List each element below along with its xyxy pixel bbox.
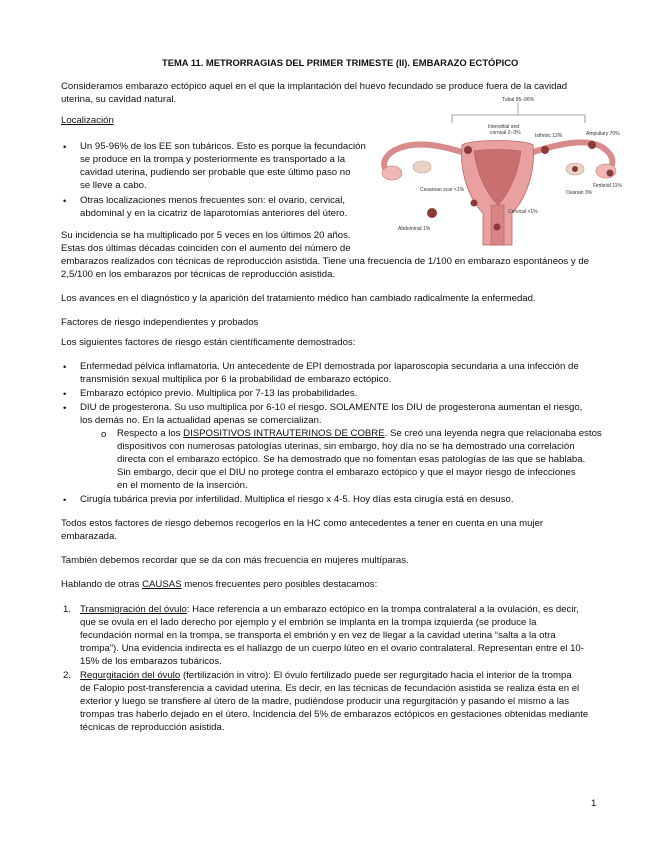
sub-bullet-icon: o — [101, 429, 107, 440]
sub-bullet-link: DISPOSITIVOS INTRAUTERINOS DE COBRE — [183, 428, 385, 439]
causas-pre: Hablando de otras — [61, 579, 143, 590]
risk-bullet-line: transmisión sexual multiplica por 6 la probabilidad de embarazo ectópico. — [80, 374, 392, 385]
risk-bullet-last: Cirugía tubárica previa por infertilidad. Multiplica el riesgo x 4-5. Hoy días esta cirugía está en desuso. — [80, 494, 514, 505]
numbered-item-1-first — [80, 603, 579, 616]
causas-post: menos frecuentes pero posibles destacamos: — [181, 579, 378, 590]
implant-ovarian — [572, 166, 578, 172]
label-cervical: Cervical <1% — [508, 209, 538, 215]
numbered-item-2-text: (fertilización in vitro): El óvulo fertilizado puede ser regurgitado hacia el interior de la trompa — [180, 670, 572, 681]
label-isthmic: Isthmic 12% — [535, 133, 563, 139]
list-number: 1. — [63, 604, 72, 615]
loc-bullet-1-line: se lleve a cabo. — [80, 180, 147, 191]
implant-ampullary — [588, 141, 596, 149]
implant-cesarean — [471, 200, 478, 207]
bullet-icon: • — [63, 389, 67, 400]
numbered-item-1-head: Transmigración del óvulo — [80, 604, 187, 615]
risk-bullet-line: Embarazo ectópico previo. Multiplica por 7-13 las probabilidades. — [80, 388, 358, 399]
label-ovarian: Ovarian 3% — [566, 190, 593, 196]
numbered-item-2-head: Regurgitación del óvulo — [80, 670, 181, 681]
left-ovary — [413, 161, 431, 173]
loc-bullet-1-line: Un 95-96% de los EE son tubáricos. Esto es porque la fecundación — [80, 141, 366, 152]
incidence-line: Estas dos últimas décadas coinciden con el aumento del número de — [61, 243, 351, 254]
risk-bullet-line: Enfermedad pélvica inflamatoria. Un antecedente de EPI demostrada por laparoscopia secundaria a una infección de — [80, 361, 579, 372]
sub-bullet-first-line — [117, 427, 602, 440]
numbered-item-2-first — [80, 669, 572, 682]
bullet-icon: • — [63, 196, 67, 207]
bullet-icon: • — [63, 362, 67, 373]
bracket-line — [452, 115, 585, 123]
list-number: 2. — [63, 670, 72, 681]
label-tubal: Tubal 95–96% — [502, 97, 535, 103]
sub-bullet-line: directa con el embarazo ectópico. Se ha demostrado que no fomentan esas patologías de las que se hablaba. — [117, 454, 586, 465]
incidence-line: 2,5/100 en los embarazos por técnicas de reproducción asistida. — [61, 269, 336, 280]
implant-cervical — [494, 224, 501, 231]
numbered-item-1-line: 15% de los embarazos tubáricos. — [80, 656, 222, 667]
label-interstitial: Interstitial and — [488, 124, 520, 130]
ectopic-locations-figure — [370, 95, 625, 255]
implant-isthmic — [541, 146, 549, 154]
section-heading-factores: Factores de riesgo independientes y probados — [61, 317, 259, 328]
implant-interstitial — [464, 146, 472, 154]
multiparas-text: También debemos recordar que se da con más frecuencia en mujeres multíparas. — [61, 555, 409, 566]
loc-bullet-2-line: Otras localizaciones menos frecuentes son: el ovario, cervical, — [80, 195, 346, 206]
right-fimbria — [596, 164, 616, 178]
sub-bullet-pre: Respecto a los — [117, 428, 184, 439]
loc-bullet-1-line: cavidad uterina, pudiendo ser probable que este último paso no — [80, 167, 351, 178]
risk-bullet-line: DIU de progesterona. Su uso multiplica por 6-10 el riesgo. SOLAMENTE los DIU de progesterona aumentan el riesgo, — [80, 402, 583, 413]
bullet-icon: • — [63, 403, 67, 414]
risk-bullet-line: los demás no. En la actualidad apenas se comercializan. — [80, 415, 322, 426]
numbered-item-2-line: de Falopio post-transferencia a cavidad uterina. Es decir, en las técnicas de fecundación asistida se realiza ésta en el — [80, 683, 580, 694]
bullet-icon: • — [63, 495, 67, 506]
factores-intro: Los siguientes factores de riesgo están científicamente demostrados: — [61, 337, 356, 348]
antecedentes-line: embarazada. — [61, 531, 117, 542]
intro-line-1: Consideramos embarazo ectópico aquel en el que la implantación del huevo fecundado se produce fuera de la cavidad — [61, 81, 568, 92]
antecedentes-line: Todos estos factores de riesgo debemos recogerlos en la HC como antecedentes a tener en cuenta en una mujer — [61, 518, 544, 529]
numbered-item-1-line: fecundación normal en la trompa, se transporta el embrión y en vez de llegar a la cavidad uterina “salta a la otra — [80, 630, 556, 641]
implant-abdominal — [427, 208, 437, 218]
label-abdominal: Abdominal 1% — [398, 226, 431, 232]
label-cesarean: Cesarean scar <1% — [420, 187, 465, 193]
page-title: TEMA 11. METRORRAGIAS DEL PRIMER TRIMESTE (II). EMBARAZO ECTÓPICO — [162, 57, 519, 68]
label-ampullary: Ampullary 70% — [586, 131, 620, 137]
incidence-line: Su incidencia se ha multiplicado por 5 veces en los últimos 20 años. — [61, 230, 351, 241]
left-fimbria — [382, 166, 402, 180]
bullet-icon: • — [63, 142, 67, 153]
sub-bullet-line: en el momento de la inserción. — [117, 480, 248, 491]
numbered-item-1-line: que se ovula en el lado derecho por ejemplo y el embrión se implanta en la trompa izquierda (se produce la — [80, 617, 537, 628]
page-number: 1 — [591, 798, 597, 809]
numbered-item-2-line: técnicas de reproducción asistida. — [80, 722, 225, 733]
incidence-line: embarazos realizados con técnicas de reproducción asistida. Tiene una frecuencia de 1/100 en embarazo espontáneos y de — [61, 256, 589, 267]
intro-line-2: uterina, su cavidad natural. — [61, 94, 177, 105]
numbered-item-1-text: : Hace referencia a un embarazo ectópico en la trompa contralateral a la ovulación, es decir, — [186, 604, 579, 615]
loc-bullet-1-line: se produce en la trompa y posteriormente es transportado a la — [80, 154, 346, 165]
numbered-item-2-line: exterior y luego se transfiere al útero de la madre, pudiéndose producir una regurgitación y pasando el mismo a las — [80, 696, 570, 707]
label-cornual: cornual 2–3% — [490, 130, 521, 136]
label-fimbrial: Fimbrial 11% — [593, 183, 622, 189]
sub-bullet-line: dispositivos con numerosas patologías uterinas, sin embargo, hoy día no se ha demostrado una correlación — [117, 441, 575, 452]
numbered-item-2-line: trompas tras haberlo dejado en el útero. Incidencia del 5% de embarazos ectópicos en gestaciones obtenidas mediante — [80, 709, 589, 720]
loc-bullet-2-line: abdominal y en la cicatriz de laparotomías anteriores del útero. — [80, 208, 348, 219]
causas-word: CAUSAS — [142, 579, 182, 590]
causas-text — [61, 578, 377, 591]
implant-fimbrial — [607, 170, 614, 177]
numbered-item-1-line: trompa”). Una evidencia indirecta es el hallazgo de un cuerpo lúteo en el ovario contralateral. Representan entre el 10- — [80, 643, 584, 654]
avances-text: Los avances en el diagnóstico y la aparición del tratamiento médico han cambiado radicalmente la enfermedad. — [61, 293, 536, 304]
sub-bullet-line: Sin embargo, decir que el DIU no protege contra el embarazo ectópico y que el mayor riesgo de infecciones — [117, 467, 576, 478]
section-heading-localizacion: Localización — [61, 115, 114, 126]
sub-bullet-post: . Se creó una leyenda negra que relacionaba estos — [384, 428, 602, 439]
